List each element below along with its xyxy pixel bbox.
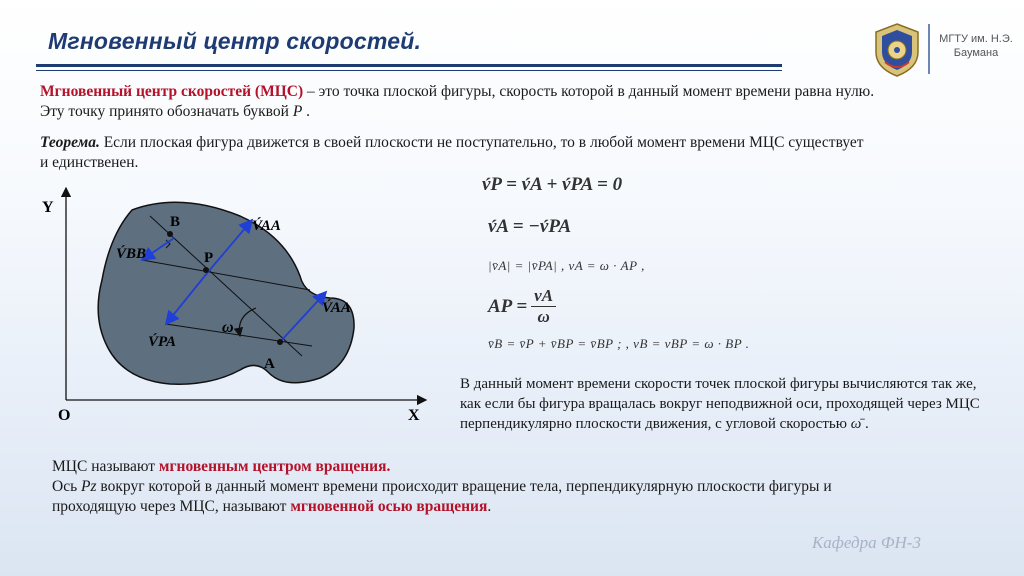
note-text <box>460 374 1000 434</box>
title-rule-thin <box>36 70 782 71</box>
note-body: В данный момент времени скорости точек плоской фигуры вычисляются так же, как если бы фигура вращалась вокруг неподвижной оси, проходящей через МЦС перпендикулярно плоскости движения, с угловой скоростью <box>460 376 980 432</box>
bottom-l1-pre: МЦС называют <box>52 458 159 475</box>
label-va-top: V́AA <box>252 218 281 234</box>
bottom-l1-red: мгновенным центром вращения. <box>158 458 391 475</box>
bottom-l3-red: мгновенной осью вращения <box>290 498 488 515</box>
point-p <box>203 267 209 273</box>
fraction-denominator: ω <box>537 307 550 326</box>
note-end: . <box>861 416 869 432</box>
definition-text <box>40 82 990 122</box>
definition-line2-end: . <box>302 103 311 120</box>
title-rule <box>36 64 782 67</box>
formula-va-magnitude: |v̄A| = |v̄PA| , vA = ω · AP , <box>488 258 645 273</box>
plane-figure <box>98 202 354 384</box>
definition-symbol: P <box>292 103 303 120</box>
point-b-label: B <box>170 214 181 230</box>
header-divider <box>928 24 930 74</box>
bottom-l2-post: вокруг которой в данный момент времени происходит вращение тела, перпендикулярную плоскости фигуры и <box>96 478 832 495</box>
theorem-label: Теорема. <box>40 134 100 151</box>
axis-x-label: X <box>408 407 420 424</box>
theorem-text <box>40 133 870 173</box>
university-emblem-icon <box>872 22 922 78</box>
label-va-right: V́AA <box>322 300 351 316</box>
bottom-text <box>52 457 982 517</box>
org-line-1: МГТУ им. Н.Э. <box>939 33 1013 45</box>
definition-term: Мгновенный центр скоростей (МЦС) <box>40 83 304 100</box>
bottom-l3-pre: проходящую через МЦС, называют <box>52 498 291 515</box>
org-line-2: Баумана <box>953 47 999 59</box>
definition-rest: – это точка плоской фигуры, скорость которой в данный момент времени равна нулю. <box>303 83 875 100</box>
department-label: Кафедра ФН-3 <box>812 533 921 552</box>
formula-vp-sum: v́P = v́A + v́PA = 0 <box>482 174 623 195</box>
formula-ap-lhs: AP = <box>488 295 528 317</box>
axis-y-label: Y <box>42 199 54 216</box>
note-omega: ω̄ <box>850 416 862 432</box>
point-p-label: P <box>204 250 214 266</box>
definition-line2: Эту точку принято обозначать буквой <box>40 103 293 120</box>
label-omega: ω <box>222 319 234 336</box>
fraction-numerator: vA <box>531 286 556 307</box>
point-a-label: A <box>264 356 275 372</box>
organization-name <box>936 32 1016 60</box>
point-b <box>167 231 173 237</box>
label-vpa: V́PA <box>148 334 177 350</box>
mcs-diagram <box>30 180 430 430</box>
label-vb: V́BB <box>116 246 147 262</box>
bottom-l3-post: . <box>487 498 492 515</box>
slide-title: Мгновенный центр скоростей. <box>48 28 422 54</box>
bottom-l2-pre: Ось <box>52 478 82 495</box>
formula-ap <box>488 286 556 327</box>
formula-va-negative: v́A = −v́PA <box>488 216 572 237</box>
fraction <box>531 286 556 327</box>
point-a <box>277 339 283 345</box>
formula-vb: v̄B = v̄P + v̄BP = v̄BP ; , vB = vBP = ω · BP . <box>488 336 750 351</box>
bottom-l2-sym: Pz <box>81 478 97 495</box>
theorem-body: Если плоская фигура движется в своей плоскости не поступательно, то в любой момент времени МЦС существует и единственен. <box>40 134 864 171</box>
origin-label: O <box>58 407 71 424</box>
